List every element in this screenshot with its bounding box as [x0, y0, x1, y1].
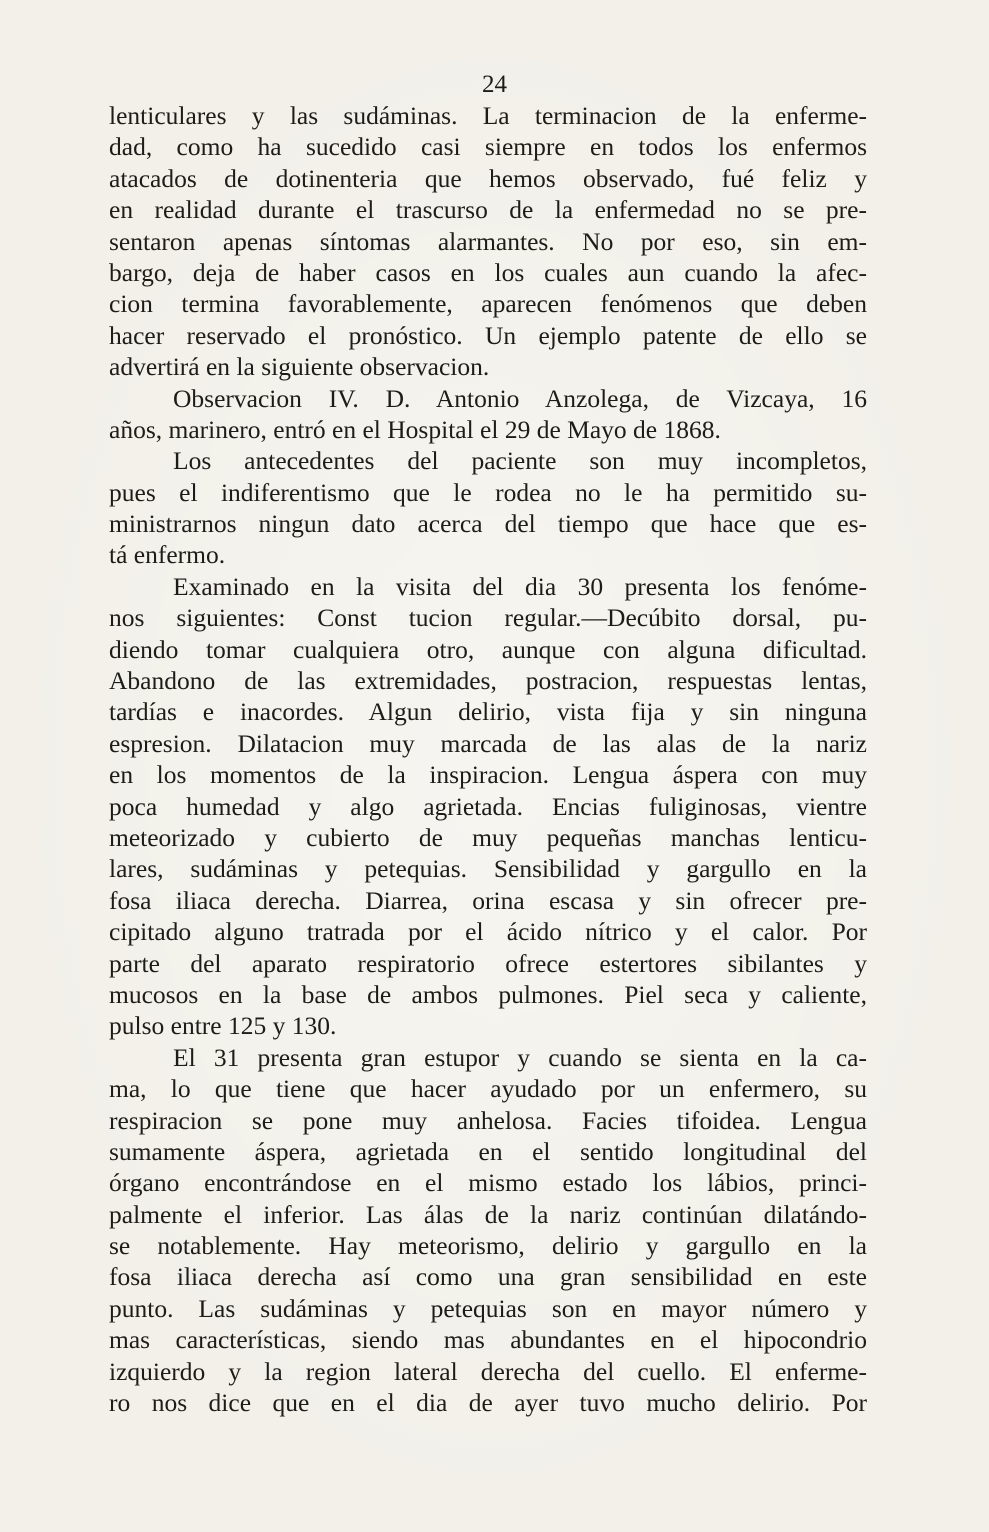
- text-line: Abandono de las extremidades, postracion, respuestas lentas,: [109, 666, 867, 696]
- text-line: órgano encontrándose en el mismo estado los lábios, princi-: [109, 1168, 867, 1198]
- text-line: bargo, deja de haber casos en los cuales aun cuando la afec-: [109, 257, 867, 287]
- text-line: El 31 presenta gran estupor y cuando se sienta en la ca-: [173, 1042, 867, 1072]
- text-line: Examinado en la visita del dia 30 presenta los fenóme-: [173, 571, 867, 601]
- text-line: nos siguientes: Const tucion regular.—Decúbito dorsal, pu-: [109, 603, 867, 633]
- text-line: espresion. Dilatacion muy marcada de las alas de la nariz: [109, 728, 867, 758]
- body-text: [109, 100, 867, 1418]
- text-line: Los antecedentes del paciente son muy incompletos,: [173, 446, 867, 476]
- text-line: pulso entre 125 y 130.: [109, 1011, 337, 1041]
- text-line: tardías e inacordes. Algun delirio, vista fija y sin ninguna: [109, 697, 867, 727]
- text-line: en los momentos de la inspiracion. Lengua áspera con muy: [109, 760, 867, 790]
- text-line: advertirá en la siguiente observacion.: [109, 352, 490, 382]
- text-line: Observacion IV. D. Antonio Anzolega, de Vizcaya, 16: [173, 383, 867, 413]
- text-line: pues el indiferentismo que le rodea no le ha permitido su-: [109, 477, 867, 507]
- text-line: fosa iliaca derecha. Diarrea, orina escasa y sin ofrecer pre-: [109, 885, 867, 915]
- text-line: cion termina favorablemente, aparecen fenómenos que deben: [109, 289, 867, 319]
- text-line: respiracion se pone muy anhelosa. Facies tifoidea. Lengua: [109, 1105, 867, 1135]
- text-line: sentaron apenas síntomas alarmantes. No por eso, sin em-: [109, 226, 867, 256]
- text-line: dad, como ha sucedido casi siempre en todos los enfermos: [109, 132, 867, 162]
- text-line: palmente el inferior. Las álas de la nariz continúan dilatándo-: [109, 1199, 867, 1229]
- text-line: punto. Las sudáminas y petequias son en mayor número y: [109, 1293, 867, 1323]
- text-line: lenticulares y las sudáminas. La terminacion de la enferme-: [109, 101, 867, 130]
- text-line: se notablemente. Hay meteorismo, delirio y gargullo en la: [109, 1231, 867, 1261]
- text-line: atacados de dotinenteria que hemos observado, fué feliz y: [109, 163, 867, 193]
- text-line: hacer reservado el pronóstico. Un ejemplo patente de ello se: [109, 320, 867, 350]
- text-line: meteorizado y cubierto de muy pequeñas manchas lenticu-: [109, 822, 867, 852]
- text-line: ro nos dice que en el dia de ayer tuvo mucho delirio. Por: [109, 1388, 867, 1418]
- text-line: izquierdo y la region lateral derecha del cuello. El enferme-: [109, 1356, 867, 1386]
- text-line: mucosos en la base de ambos pulmones. Piel seca y caliente,: [109, 979, 867, 1009]
- text-line: ma, lo que tiene que hacer ayudado por un enfermero, su: [109, 1074, 867, 1104]
- text-line: ministrarnos ningun dato acerca del tiempo que hace que es-: [109, 509, 867, 539]
- text-line: mas características, siendo mas abundantes en el hipocondrio: [109, 1325, 867, 1355]
- text-line: fosa iliaca derecha así como una gran sensibilidad en este: [109, 1262, 867, 1292]
- page-number: 24: [482, 71, 507, 98]
- text-line: en realidad durante el trascurso de la enfermedad no se pre-: [109, 195, 867, 225]
- text-line: cipitado alguno tratrada por el ácido nítrico y el calor. Por: [109, 917, 867, 947]
- text-line: años, marinero, entró en el Hospital el 29 de Mayo de 1868.: [109, 414, 721, 444]
- text-line: lares, sudáminas y petequias. Sensibilidad y gargullo en la: [109, 854, 867, 884]
- text-line: parte del aparato respiratorio ofrece estertores sibilantes y: [109, 948, 867, 978]
- text-line: tá enfermo.: [109, 540, 226, 570]
- text-line: sumamente áspera, agrietada en el sentido longitudinal del: [109, 1136, 867, 1166]
- text-line: poca humedad y algo agrietada. Encias fuliginosas, vientre: [109, 791, 867, 821]
- text-line: diendo tomar cualquiera otro, aunque con alguna dificultad.: [109, 634, 867, 664]
